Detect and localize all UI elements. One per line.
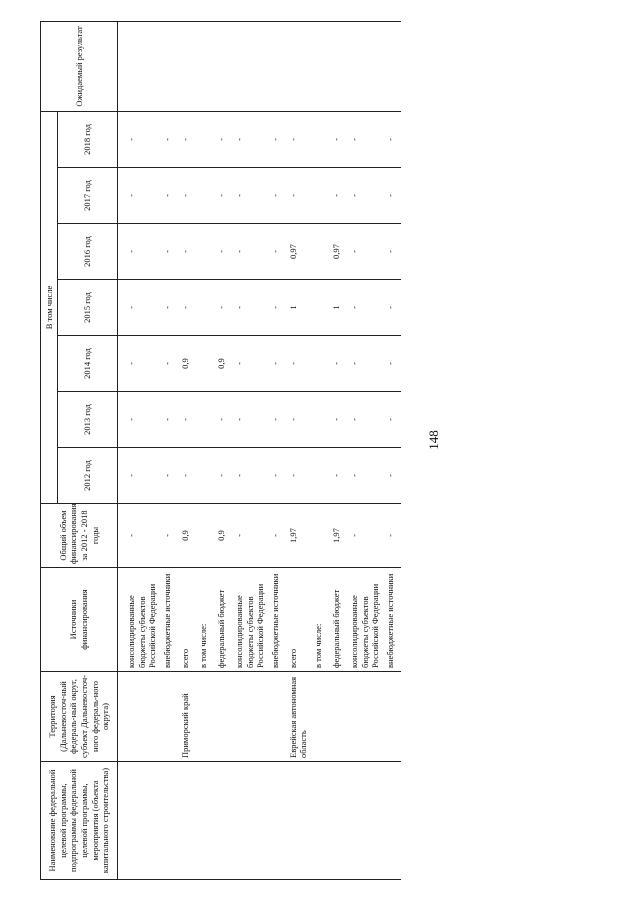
total-cell: - <box>347 504 383 568</box>
year-cell <box>196 111 214 167</box>
year-cell: - <box>160 224 178 280</box>
year-cell: 0,97 <box>329 224 347 280</box>
source-cell: всего <box>286 568 311 672</box>
year-cell <box>311 224 329 280</box>
year-cell: - <box>118 448 160 504</box>
year-cell <box>196 392 214 448</box>
name-cell <box>347 762 383 880</box>
source-cell: всего <box>178 568 196 672</box>
table-row <box>329 21 347 879</box>
table-row <box>347 21 383 879</box>
source-cell: внебюджетные источники <box>160 568 178 672</box>
year-cell: - <box>329 111 347 167</box>
year-cell: - <box>268 224 286 280</box>
result-cell <box>118 21 160 111</box>
year-cell: - <box>347 280 383 336</box>
year-cell <box>196 224 214 280</box>
header-year: 2018 год <box>58 111 118 167</box>
year-cell: 1 <box>329 280 347 336</box>
year-cell: - <box>214 224 232 280</box>
year-cell: - <box>286 111 311 167</box>
total-cell: 0,9 <box>178 504 196 568</box>
table-row <box>118 21 160 879</box>
year-cell: - <box>329 336 347 392</box>
total-cell: - <box>268 504 286 568</box>
year-cell: - <box>286 392 311 448</box>
year-cell: - <box>160 448 178 504</box>
header-source: Источники финансирования <box>41 568 118 672</box>
total-cell: - <box>383 504 401 568</box>
table-row <box>268 21 286 879</box>
result-cell <box>347 21 383 111</box>
rotated-table-page <box>40 22 625 880</box>
year-cell: - <box>286 448 311 504</box>
territory-cell <box>347 672 383 762</box>
year-cell: - <box>214 448 232 504</box>
table-row <box>286 21 311 879</box>
year-cell: - <box>347 392 383 448</box>
year-cell: - <box>160 168 178 224</box>
year-cell <box>196 168 214 224</box>
year-cell: - <box>118 392 160 448</box>
name-cell <box>268 762 286 880</box>
year-cell: - <box>383 168 401 224</box>
year-cell: - <box>178 168 196 224</box>
year-cell: - <box>286 336 311 392</box>
total-cell <box>311 504 329 568</box>
year-cell: - <box>268 168 286 224</box>
total-cell <box>196 504 214 568</box>
result-cell <box>286 21 311 111</box>
year-cell: - <box>214 392 232 448</box>
year-cell: - <box>347 111 383 167</box>
year-cell: - <box>347 336 383 392</box>
year-cell: - <box>178 224 196 280</box>
source-cell: в том числе: <box>311 568 329 672</box>
financing-table <box>40 21 401 880</box>
year-cell: - <box>329 168 347 224</box>
year-cell: 0,9 <box>178 336 196 392</box>
year-cell: - <box>329 448 347 504</box>
result-cell <box>214 21 232 111</box>
year-cell: - <box>383 448 401 504</box>
year-cell: - <box>232 448 268 504</box>
name-cell <box>196 762 214 880</box>
header-territory: Территория (Дальневосточ-ный федераль-ный округ, субъект Дальневосточ-ного федераль-ного округа) <box>41 672 118 762</box>
name-cell <box>329 762 347 880</box>
territory-cell <box>383 672 401 762</box>
source-cell: консолидированные бюджеты субъектов Российской Федерации <box>232 568 268 672</box>
page-number: 148 <box>425 430 441 450</box>
result-cell <box>232 21 268 111</box>
territory-cell <box>311 672 329 762</box>
table-row <box>196 21 214 879</box>
year-cell: - <box>383 280 401 336</box>
table-row <box>311 21 329 879</box>
header-name: Наименование федеральной целевой программы, подпрограммы федеральной целевой программы, мероприятия (объекта капитального строительства) <box>41 762 118 880</box>
year-cell: - <box>268 280 286 336</box>
year-cell: - <box>160 392 178 448</box>
year-cell <box>196 336 214 392</box>
territory-cell <box>268 672 286 762</box>
header-year: 2017 год <box>58 168 118 224</box>
year-cell: - <box>160 280 178 336</box>
name-cell <box>160 762 178 880</box>
territory-cell <box>118 672 160 762</box>
year-cell: - <box>178 280 196 336</box>
year-cell: 0,9 <box>214 336 232 392</box>
table-row <box>232 21 268 879</box>
year-cell <box>311 168 329 224</box>
territory-cell <box>214 672 232 762</box>
name-cell <box>383 762 401 880</box>
header-total: Общий объем финансирования за 2012 - 2018 годы <box>41 504 118 568</box>
year-cell: - <box>160 111 178 167</box>
header-in-total: В том числе <box>41 111 58 503</box>
territory-cell <box>232 672 268 762</box>
year-cell <box>311 280 329 336</box>
year-cell: - <box>232 392 268 448</box>
total-cell: - <box>232 504 268 568</box>
year-cell: - <box>118 224 160 280</box>
name-cell <box>118 762 160 880</box>
source-cell: консолидированные бюджеты субъектов Российской Федерации <box>347 568 383 672</box>
year-cell: - <box>118 168 160 224</box>
year-cell: 1 <box>286 280 311 336</box>
year-cell: - <box>347 168 383 224</box>
year-cell: - <box>178 448 196 504</box>
header-year: 2012 год <box>58 448 118 504</box>
result-cell <box>196 21 214 111</box>
total-cell: 0,9 <box>214 504 232 568</box>
table-row <box>178 21 196 879</box>
year-cell <box>311 392 329 448</box>
source-cell: внебюджетные источники <box>383 568 401 672</box>
table-row <box>214 21 232 879</box>
year-cell: 0,97 <box>286 224 311 280</box>
source-cell: федеральный бюджет <box>214 568 232 672</box>
source-cell: в том числе: <box>196 568 214 672</box>
header-year: 2015 год <box>58 280 118 336</box>
header-year: 2014 год <box>58 336 118 392</box>
territory-cell: Еврейская автономная область <box>286 672 311 762</box>
year-cell: - <box>118 336 160 392</box>
year-cell: - <box>383 111 401 167</box>
result-cell <box>383 21 401 111</box>
territory-cell <box>196 672 214 762</box>
result-cell <box>160 21 178 111</box>
territory-cell <box>329 672 347 762</box>
year-cell: - <box>232 168 268 224</box>
year-cell: - <box>214 111 232 167</box>
year-cell: - <box>268 336 286 392</box>
result-cell <box>268 21 286 111</box>
year-cell: - <box>329 392 347 448</box>
year-cell: - <box>268 111 286 167</box>
year-cell: - <box>347 224 383 280</box>
year-cell: - <box>268 392 286 448</box>
year-cell <box>196 280 214 336</box>
name-cell <box>232 762 268 880</box>
name-cell <box>311 762 329 880</box>
table-body <box>118 21 401 879</box>
header-result: Ожидаемый результат <box>41 21 118 111</box>
name-cell <box>286 762 311 880</box>
name-cell <box>214 762 232 880</box>
year-cell: - <box>347 448 383 504</box>
year-cell <box>196 448 214 504</box>
year-cell: - <box>232 224 268 280</box>
source-cell: консолидированные бюджеты субъектов Российской Федерации <box>118 568 160 672</box>
year-cell: - <box>214 168 232 224</box>
year-cell: - <box>232 111 268 167</box>
header-year: 2013 год <box>58 392 118 448</box>
territory-cell: Приморский край <box>178 672 196 762</box>
year-cell: - <box>383 336 401 392</box>
year-cell: - <box>286 168 311 224</box>
result-cell <box>329 21 347 111</box>
source-cell: внебюджетные источники <box>268 568 286 672</box>
year-cell: - <box>383 224 401 280</box>
year-cell: - <box>160 336 178 392</box>
year-cell: - <box>214 280 232 336</box>
year-cell: - <box>232 336 268 392</box>
year-cell: - <box>383 392 401 448</box>
year-cell: - <box>118 111 160 167</box>
year-cell <box>311 448 329 504</box>
table-row <box>160 21 178 879</box>
territory-cell <box>160 672 178 762</box>
table-row <box>383 21 401 879</box>
total-cell: - <box>118 504 160 568</box>
year-cell: - <box>268 448 286 504</box>
year-cell <box>311 111 329 167</box>
year-cell: - <box>232 280 268 336</box>
source-cell: федеральный бюджет <box>329 568 347 672</box>
result-cell <box>178 21 196 111</box>
name-cell <box>178 762 196 880</box>
total-cell: 1,97 <box>329 504 347 568</box>
result-cell <box>311 21 329 111</box>
year-cell <box>311 336 329 392</box>
year-cell: - <box>118 280 160 336</box>
year-cell: - <box>178 392 196 448</box>
total-cell: 1,97 <box>286 504 311 568</box>
header-year: 2016 год <box>58 224 118 280</box>
year-cell: - <box>178 111 196 167</box>
total-cell: - <box>160 504 178 568</box>
